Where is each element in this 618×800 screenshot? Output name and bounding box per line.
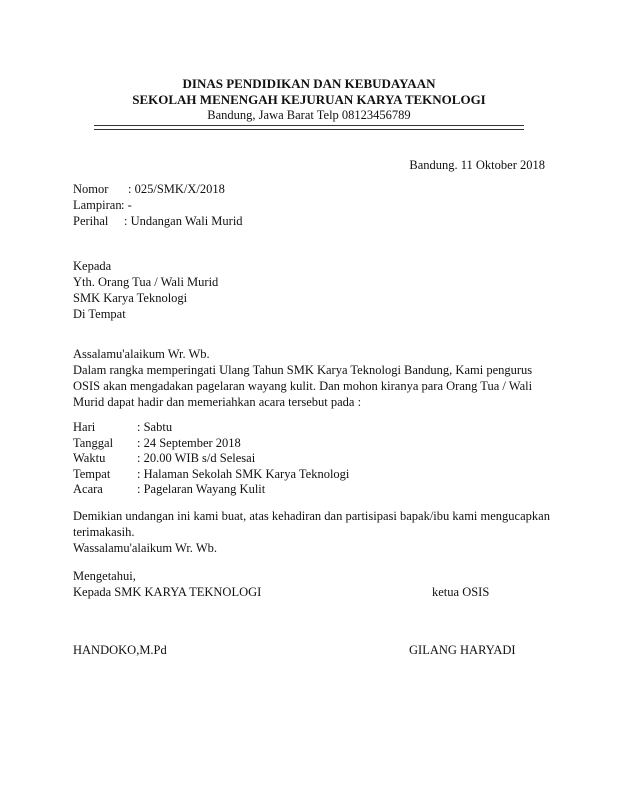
meta-nomor xyxy=(73,181,243,197)
sig-titles xyxy=(73,584,553,600)
letter-meta xyxy=(73,181,243,229)
detail-value: : 20.00 WIB s/d Selesai xyxy=(137,451,256,465)
closing-block xyxy=(73,508,553,556)
detail-label: Hari xyxy=(73,420,96,434)
recipient-block xyxy=(73,258,218,322)
detail-value: : Pagelaran Wayang Kulit xyxy=(137,482,266,496)
letterhead-agency: DINAS PENDIDIKAN DAN KEBUDAYAAN xyxy=(182,76,436,91)
sig-right-title: ketua OSIS xyxy=(432,585,490,599)
meta-perihal-value: : Undangan Wali Murid xyxy=(124,214,243,228)
letterhead xyxy=(0,76,618,130)
letter-date: Bandung. 11 Oktober 2018 xyxy=(409,158,545,172)
detail-value: : Sabtu xyxy=(137,420,173,434)
detail-row xyxy=(73,435,349,451)
farewell: Wassalamu'alaikum Wr. Wb. xyxy=(73,541,218,555)
detail-row xyxy=(73,450,349,466)
detail-label: Waktu xyxy=(73,451,106,465)
detail-value: : 24 September 2018 xyxy=(137,435,241,450)
sig-acknowledged: Mengetahui, xyxy=(73,569,136,583)
greeting: Assalamu'alaikum Wr. Wb. xyxy=(73,347,210,361)
recipient-line: SMK Karya Teknologi xyxy=(73,291,188,305)
signatory-names xyxy=(73,642,553,658)
recipient-line: Kepada xyxy=(73,259,112,273)
intro-paragraph: Dalam rangka memperingati Ulang Tahun SMK Karya Teknologi Bandung, Kami pengurus OSIS akan mengadakan pagelaran wayang kulit. Dan mohon kiranya para Orang Tua / Wali Murid dapat hadir dan memeriahkan acara tersebut pada : xyxy=(73,363,533,409)
meta-lampiran-value: : - xyxy=(121,198,132,212)
letter-body xyxy=(73,346,553,410)
meta-nomor-value: : 025/SMK/X/2018 xyxy=(128,182,225,196)
sig-left-name: HANDOKO,M.Pd xyxy=(73,643,167,657)
letterhead-address: Bandung, Jawa Barat Telp 08123456789 xyxy=(207,108,411,122)
meta-perihal xyxy=(73,213,243,229)
meta-perihal-label: Perihal xyxy=(73,214,109,228)
sig-right-name: GILANG HARYADI xyxy=(409,643,516,657)
meta-lampiran xyxy=(73,197,243,213)
detail-row xyxy=(73,481,349,497)
meta-nomor-label: Nomor xyxy=(73,182,109,196)
detail-value: : Halaman Sekolah SMK Karya Teknologi xyxy=(137,466,350,481)
detail-label: Tempat xyxy=(73,466,111,481)
letterhead-divider xyxy=(94,125,524,130)
signature-block xyxy=(73,568,553,600)
recipient-line: Di Tempat xyxy=(73,307,126,321)
detail-row xyxy=(73,466,349,482)
detail-label: Tanggal xyxy=(73,435,114,450)
sig-left-title: Kepada SMK KARYA TEKNOLOGI xyxy=(73,585,262,599)
detail-label: Acara xyxy=(73,482,103,496)
closing-paragraph: Demikian undangan ini kami buat, atas kehadiran dan partisipasi bapak/ibu kami mengucapkan terimakasih. xyxy=(73,509,550,539)
letterhead-school: SEKOLAH MENENGAH KEJURUAN KARYA TEKNOLOGI xyxy=(132,92,486,107)
event-details xyxy=(73,419,349,497)
recipient-line: Yth. Orang Tua / Wali Murid xyxy=(73,275,219,289)
detail-row xyxy=(73,419,349,435)
meta-lampiran-label: Lampiran xyxy=(73,198,122,212)
